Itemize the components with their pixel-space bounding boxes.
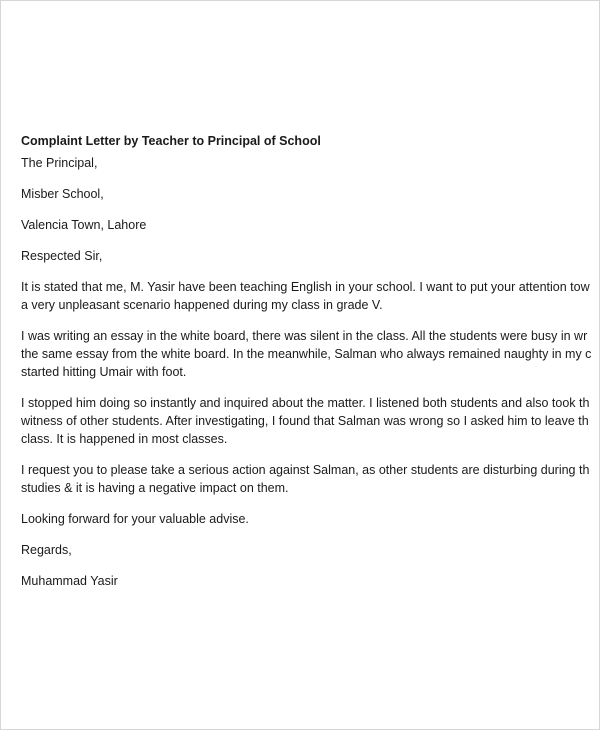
text-line: Valencia Town, Lahore [21,218,147,232]
salutation [21,247,600,265]
letter-title: Complaint Letter by Teacher to Principal of School [21,134,321,148]
text-line: Looking forward for your valuable advise. [21,512,249,526]
text-line: I was writing an essay in the white board, there was silent in the class. All the students were busy in wr [21,329,588,343]
text-line: Muhammad Yasir [21,574,118,588]
body-paragraph [21,461,600,497]
address-line [21,216,600,234]
body-paragraph [21,278,600,314]
text-line: Regards, [21,543,72,557]
text-line: Misber School, [21,187,104,201]
body-paragraph [21,327,600,381]
signature-name [21,572,600,590]
text-line: studies & it is having a negative impact on them. [21,481,289,495]
text-line: I request you to please take a serious action against Salman, as other students are disturbing during th [21,463,590,477]
sign-off [21,541,600,559]
text-line: Respected Sir, [21,249,103,263]
text-line: It is stated that me, M. Yasir have been teaching English in your school. I want to put your attention tow [21,280,590,294]
text-line: witness of other students. After investigating, I found that Salman was wrong so I asked him to leave th [21,414,589,428]
recipient-line [21,154,600,172]
text-line: The Principal, [21,156,98,170]
text-line: a very unpleasant scenario happened during my class in grade V. [21,298,383,312]
closing-line [21,510,600,528]
text-line: I stopped him doing so instantly and inquired about the matter. I listened both students and also took th [21,396,590,410]
text-line: started hitting Umair with foot. [21,365,187,379]
school-name-line [21,185,600,203]
letter-body [21,132,600,603]
body-paragraph [21,394,600,448]
text-line: the same essay from the white board. In the meanwhile, Salman who always remained naughty in my c [21,347,592,361]
text-line: class. It is happened in most classes. [21,432,228,446]
